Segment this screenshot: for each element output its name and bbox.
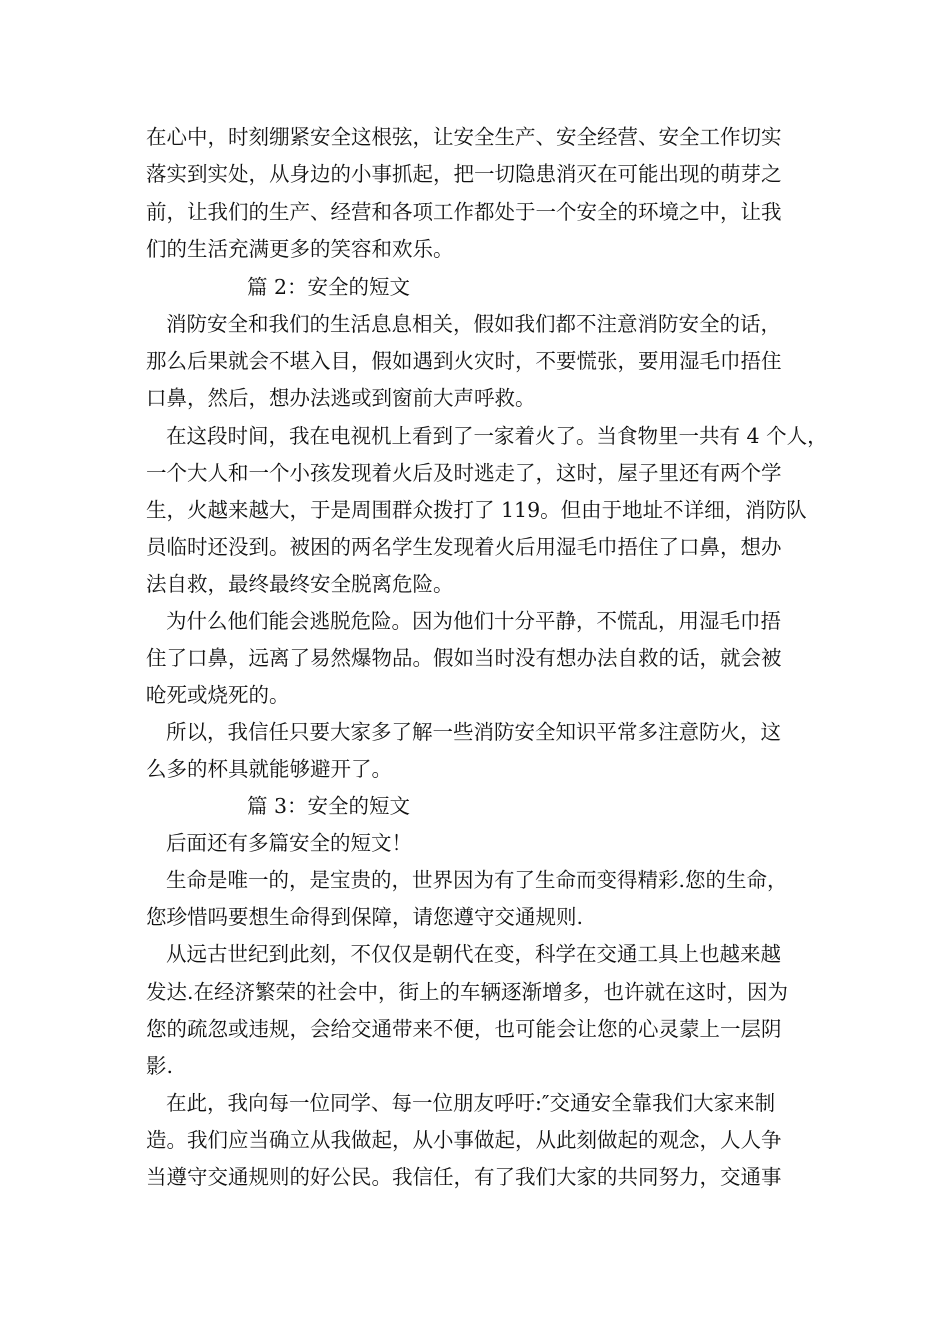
text-line: 在心中，时刻绷紧安全这根弦，让安全生产、安全经营、安全工作切实 <box>146 125 782 149</box>
text-line: 您珍惜吗要想生命得到保障，请您遵守交通规则. <box>146 905 584 929</box>
text-line: 法自救，最终最终安全脱离危险。 <box>146 572 454 596</box>
section-heading: 篇 2：安全的短文 <box>247 275 411 299</box>
text-line: 那么后果就会不堪入目，假如遇到火灾时，不要慌张，要用湿毛巾捂住 <box>146 349 782 373</box>
text-line: 您的疏忽或违规，会给交通带来不便，也可能会让您的心灵蒙上一层阴 <box>146 1017 782 1041</box>
text-line: 呛死或烧死的。 <box>146 683 290 707</box>
text-line: 发达.在经济繁荣的社会中，街上的车辆逐渐增多，也许就在这时，因为 <box>146 980 789 1004</box>
text-line: 从远古世纪到此刻，不仅仅是朝代在变，科学在交通工具上也越来越 <box>166 942 781 966</box>
text-line: 当遵守交通规则的好公民。我信任，有了我们大家的共同努力，交通事 <box>146 1165 782 1189</box>
text-line: 为什么他们能会逃脱危险。因为他们十分平静，不慌乱，用湿毛巾捂 <box>166 609 781 633</box>
text-line: 消防安全和我们的生活息息相关，假如我们都不注意消防安全的话， <box>166 312 781 336</box>
text-line: 前，让我们的生产、经营和各项工作都处于一个安全的环境之中，让我 <box>146 200 782 224</box>
text-line: 在此，我向每一位同学、每一位朋友呼吁:″交通安全靠我们大家来制 <box>166 1091 776 1115</box>
text-line: 们的生活充满更多的笑容和欢乐。 <box>146 237 454 261</box>
text-line: 在这段时间，我在电视机上看到了一家着火了。当食物里一共有 4 个人， <box>166 424 828 448</box>
text-line: 落实到实处，从身边的小事抓起，把一切隐患消灭在可能出现的萌芽之 <box>146 162 782 186</box>
text-line: 口鼻，然后，想办法逃或到窗前大声呼救。 <box>146 386 536 410</box>
section-heading: 篇 3：安全的短文 <box>247 794 411 818</box>
text-line: 后面还有多篇安全的短文！ <box>166 831 412 855</box>
text-line: 住了口鼻，远离了易然爆物品。假如当时没有想办法自救的话，就会被 <box>146 646 782 670</box>
text-line: 生命是唯一的，是宝贵的，世界因为有了生命而变得精彩.您的生命， <box>166 868 788 892</box>
text-line: 么多的杯具就能够避开了。 <box>146 757 392 781</box>
text-line: 所以，我信任只要大家多了解一些消防安全知识平常多注意防火，这 <box>166 720 781 744</box>
text-line: 一个大人和一个小孩发现着火后及时逃走了，这时，屋子里还有两个学 <box>146 461 782 485</box>
text-line: 生，火越来越大，于是周围群众拨打了 119。但由于地址不详细，消防队 <box>146 498 807 522</box>
text-line: 员临时还没到。被困的两名学生发现着火后用湿毛巾捂住了口鼻，想办 <box>146 535 782 559</box>
text-line: 影. <box>146 1054 174 1078</box>
text-line: 造。我们应当确立从我做起，从小事做起，从此刻做起的观念，人人争 <box>146 1128 782 1152</box>
